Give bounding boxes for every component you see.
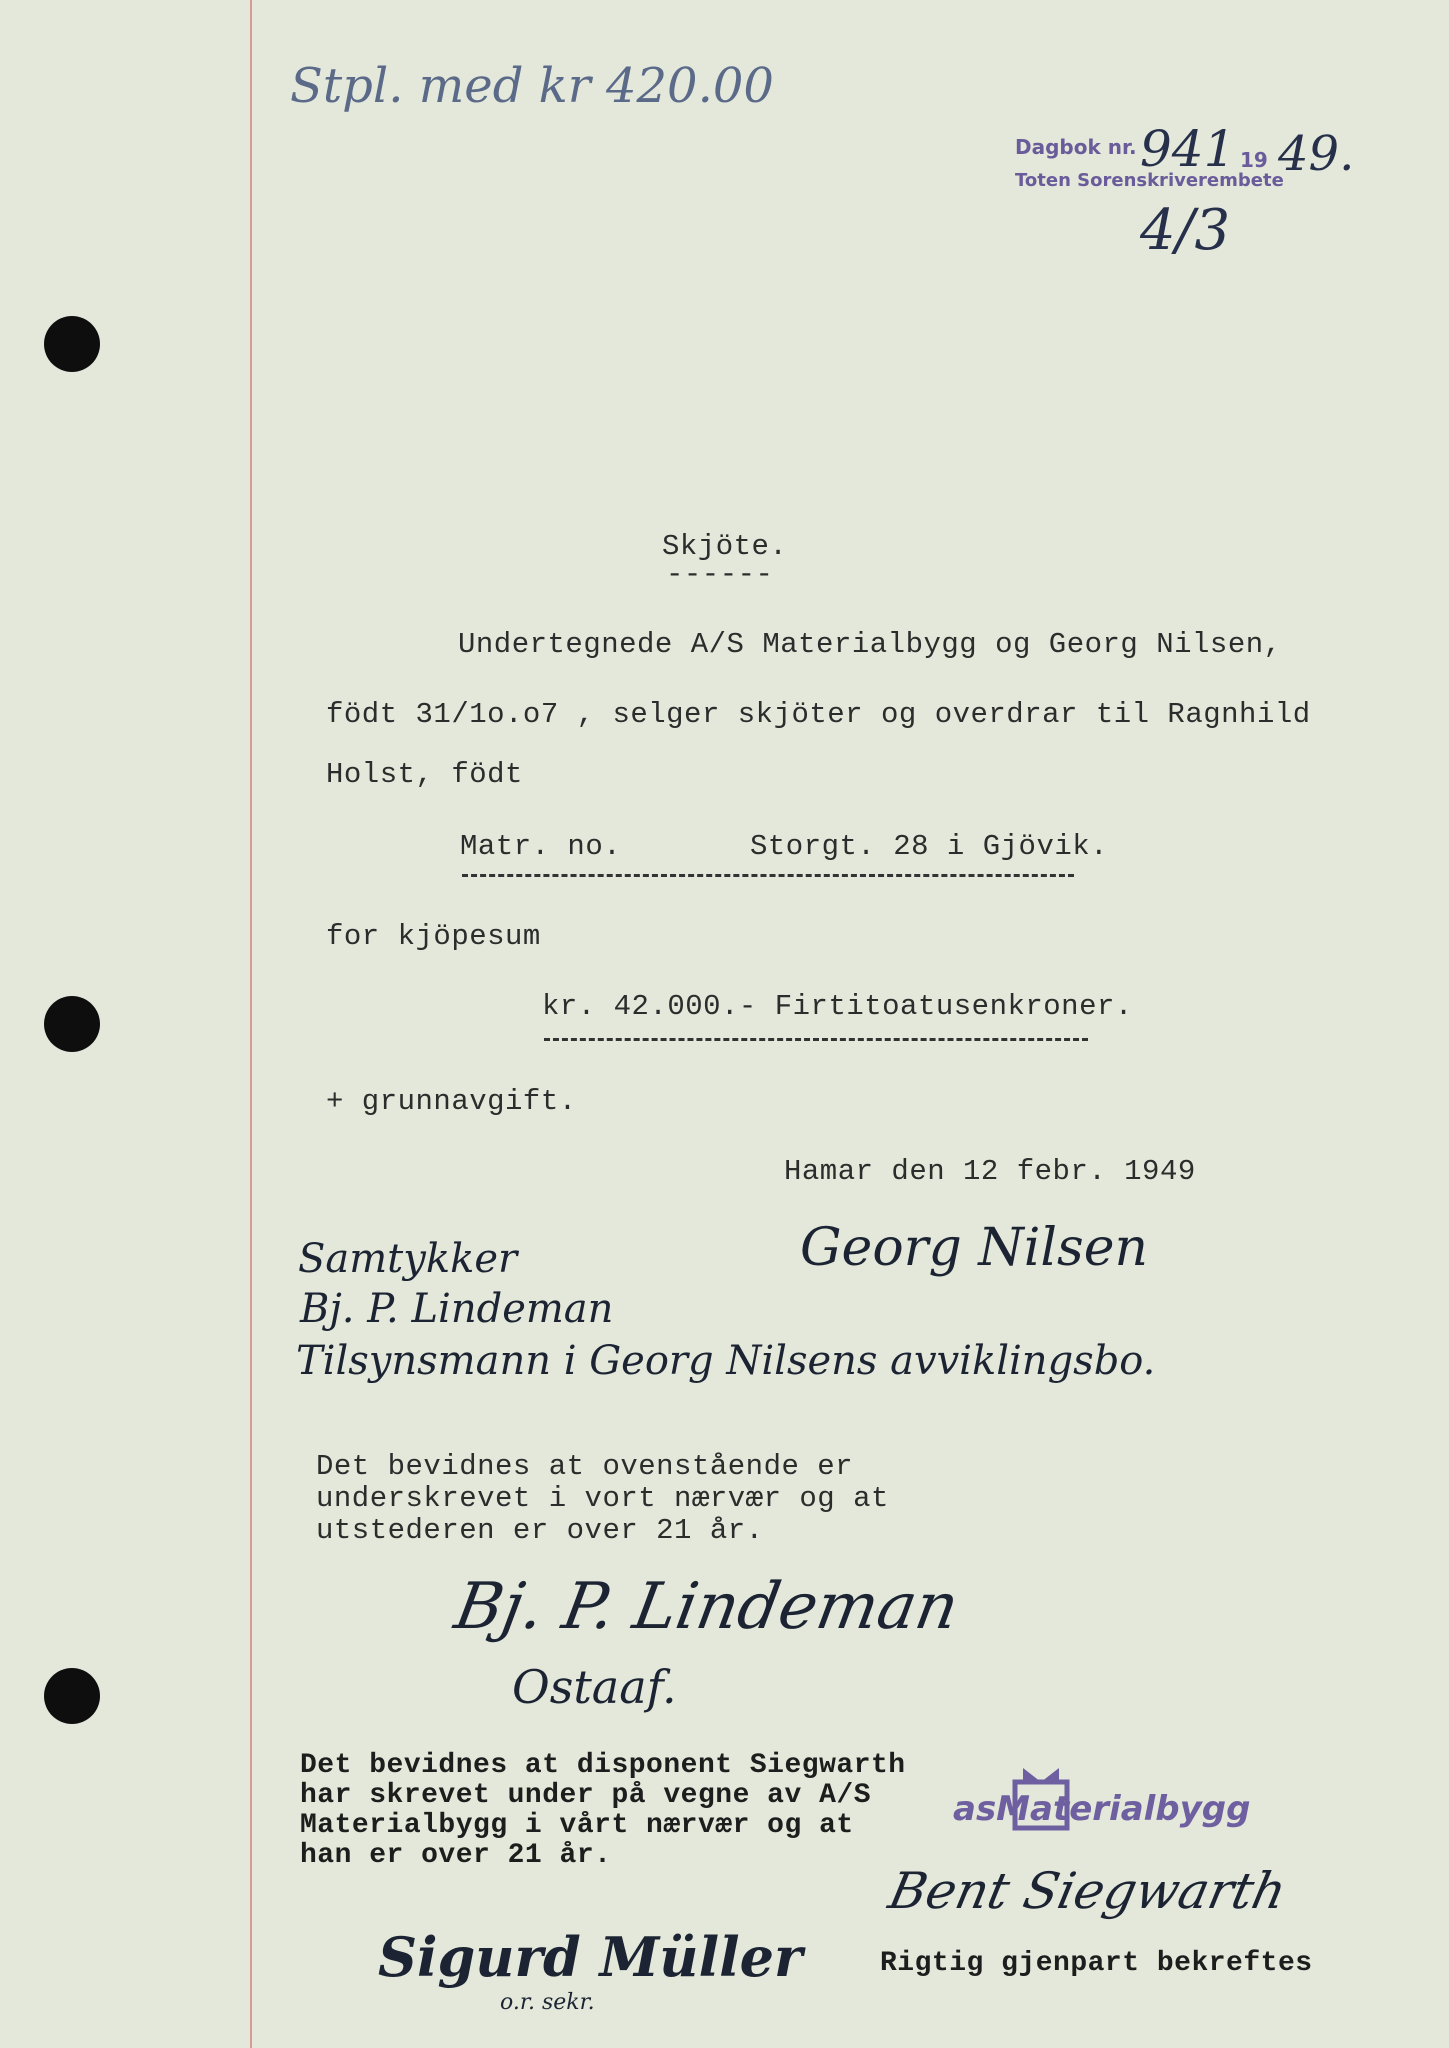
price-intro: for kjöpesum bbox=[326, 920, 541, 953]
company-line-2: har skrevet under på vegne av A/S bbox=[300, 1780, 871, 1811]
place-date: Hamar den 12 febr. 1949 bbox=[784, 1155, 1196, 1188]
body-line-3: Holst, födt bbox=[326, 758, 523, 791]
stamp-date: 4/3 bbox=[1140, 198, 1231, 263]
extra-fee: + grunnavgift. bbox=[326, 1085, 577, 1118]
witness-line-2: underskrevet i vort nærvær og at bbox=[316, 1482, 889, 1515]
company-signature: Bent Siegwarth bbox=[883, 1862, 1292, 1920]
margin-line bbox=[250, 0, 252, 2048]
consent-line-1: Samtykker bbox=[298, 1236, 518, 1282]
document-title: Skjöte. bbox=[662, 530, 788, 563]
dagbok-year: 49. bbox=[1278, 126, 1355, 182]
dagbok-label: Dagbok nr. bbox=[1015, 135, 1137, 159]
punch-hole bbox=[44, 316, 100, 372]
consent-line-3: Tilsynsmann i Georg Nilsens avviklingsbo. bbox=[296, 1338, 1156, 1384]
punch-hole bbox=[44, 996, 100, 1052]
consent-line-2: Bj. P. Lindeman bbox=[300, 1286, 614, 1332]
matr-address: Storgt. 28 i Gjövik. bbox=[750, 830, 1109, 863]
matr-rule bbox=[462, 874, 1074, 877]
margin-note: Stpl. med kr 420.00 bbox=[290, 58, 774, 114]
seller-signature: Georg Nilsen bbox=[800, 1218, 1149, 1278]
notary-title: o.r. sekr. bbox=[500, 1990, 595, 2015]
witness-line-3: utstederen er over 21 år. bbox=[316, 1514, 764, 1547]
dagbok-number: 941 bbox=[1140, 120, 1236, 178]
witness-signature-2: Ostaaf. bbox=[512, 1660, 677, 1714]
company-line-3: Materialbygg i vårt nærvær og at bbox=[300, 1810, 854, 1841]
punch-hole bbox=[44, 1668, 100, 1724]
office-name: Toten Sorenskriverembete bbox=[1015, 170, 1284, 191]
price-amount: kr. 42.000.- Firtitoatusenkroner. bbox=[542, 990, 1133, 1023]
title-underline: ------ bbox=[666, 558, 774, 591]
matr-label: Matr. no. bbox=[460, 830, 622, 863]
dagbok-year-prefix: 19 bbox=[1240, 148, 1268, 172]
witness-signature-1: Bj. P. Lindeman bbox=[449, 1570, 964, 1644]
company-logo bbox=[945, 1760, 1325, 1850]
body-line-1: Undertegnede A/S Materialbygg og Georg Nilsen, bbox=[458, 628, 1282, 661]
company-line-1: Det bevidnes at disponent Siegwarth bbox=[300, 1750, 906, 1781]
company-line-4: han er over 21 år. bbox=[300, 1840, 612, 1871]
body-line-2: födt 31/1o.o7 , selger skjöter og overdrar til Ragnhild bbox=[326, 698, 1311, 731]
witness-line-1: Det bevidnes at ovenstående er bbox=[316, 1450, 854, 1483]
notary-signature: Sigurd Müller bbox=[378, 1925, 803, 1989]
svg-text:asMaterialbygg: asMaterialbygg bbox=[953, 1789, 1251, 1829]
company-stamp bbox=[945, 1760, 1325, 1850]
price-rule bbox=[544, 1038, 1088, 1041]
certified-copy: Rigtig gjenpart bekreftes bbox=[880, 1948, 1313, 1979]
